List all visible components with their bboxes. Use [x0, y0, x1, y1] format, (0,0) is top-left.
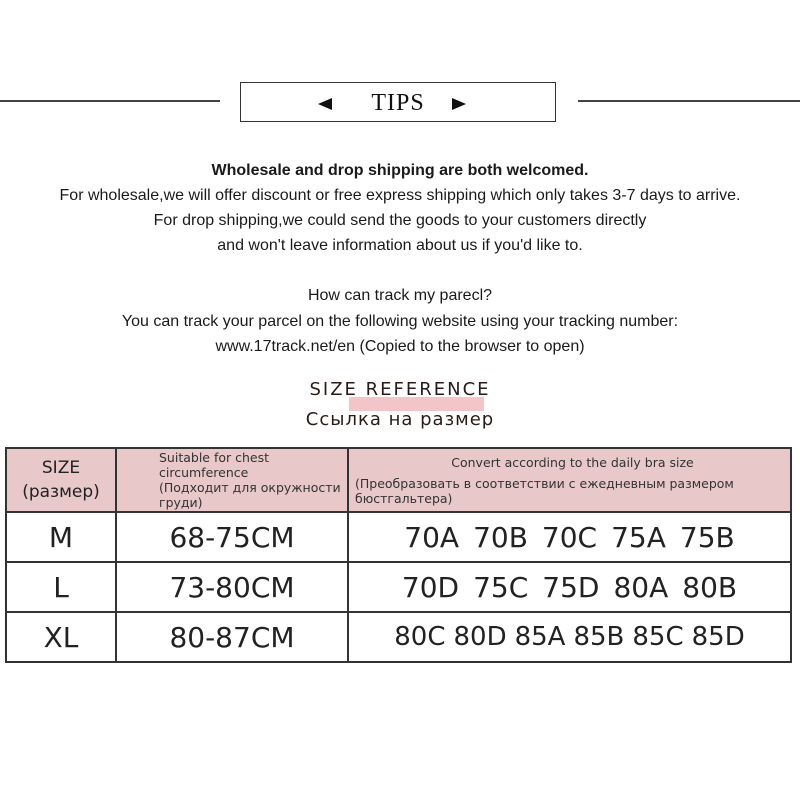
row-size-cell: L: [6, 562, 116, 612]
divider-right: [578, 100, 800, 102]
info-line-track-question: How can track my parecl?: [307, 287, 493, 304]
header-chest: [116, 448, 348, 512]
table-row: [6, 512, 791, 562]
cup-size: 70C: [541, 520, 598, 554]
header-chest-en: Suitable for chest circumference: [159, 450, 270, 480]
header-size: [6, 448, 116, 512]
size-reference-title-ru: Ссылка на размер: [305, 409, 495, 430]
info-line-discount: For wholesale,we will offer discount or free express shipping which only takes 3-7 days to arrive.: [59, 187, 741, 204]
row-chest-cell: 68-75CM: [116, 512, 348, 562]
cup-size: 80A: [613, 570, 669, 604]
cup-size: 85B: [573, 622, 625, 652]
info-line-wholesale: Wholesale and drop shipping are both welcomed.: [211, 162, 589, 179]
row-cups-cell: [348, 512, 791, 562]
info-line-privacy: and won't leave information about us if you'd like to.: [217, 237, 583, 254]
size-table: [5, 447, 792, 663]
cup-size: 75D: [542, 570, 600, 604]
info-line-dropship: For drop shipping,we could send the goods to your customers directly: [153, 212, 647, 229]
info-line-track-instructions: You can track your parcel on the following website using your tracking number:: [121, 313, 679, 330]
cup-size: 75A: [611, 520, 666, 554]
cup-size: 85D: [691, 622, 745, 652]
cup-size: 75C: [473, 570, 529, 604]
divider-left: [0, 100, 220, 102]
header-convert: [348, 448, 791, 512]
tips-border-top: [240, 82, 556, 83]
header-size-en: SIZE: [41, 458, 81, 478]
cup-size: 85A: [514, 622, 566, 652]
header-convert-ru: (Преобразовать в соответствии с ежедневным размером бюстгальтера): [355, 475, 734, 506]
table-row: [6, 612, 791, 662]
cup-size: 70A: [404, 520, 460, 554]
row-cups-cell: [348, 612, 791, 662]
row-chest-cell: 80-87CM: [116, 612, 348, 662]
row-size-cell: XL: [6, 612, 116, 662]
header-chest-ru: (Подходит для окружности груди): [159, 480, 341, 510]
cup-size: 70B: [473, 520, 528, 554]
row-size-cell: M: [6, 512, 116, 562]
tips-title: TIPS: [371, 90, 425, 116]
tips-border-bottom: [240, 121, 556, 122]
cup-size: 80C: [394, 622, 446, 652]
tips-banner: [240, 82, 556, 122]
cup-size: 75B: [679, 520, 735, 554]
cup-size: 70D: [401, 570, 460, 604]
cup-size: 85C: [632, 622, 684, 652]
table-row: [6, 562, 791, 612]
row-chest-cell: 73-80CM: [116, 562, 348, 612]
cup-size: 80D: [453, 622, 507, 652]
cup-size: 80B: [682, 570, 738, 604]
size-reference-title: SIZE REFERENCE: [309, 379, 491, 400]
table-header-row: [6, 448, 791, 512]
header-size-ru: (размер): [22, 482, 100, 502]
triangle-right-icon: [452, 98, 466, 110]
header-convert-en: Convert according to the daily bra size: [451, 454, 694, 470]
info-line-track-url: www.17track.net/en (Copied to the browser to open): [215, 338, 585, 355]
row-cups-cell: [348, 562, 791, 612]
